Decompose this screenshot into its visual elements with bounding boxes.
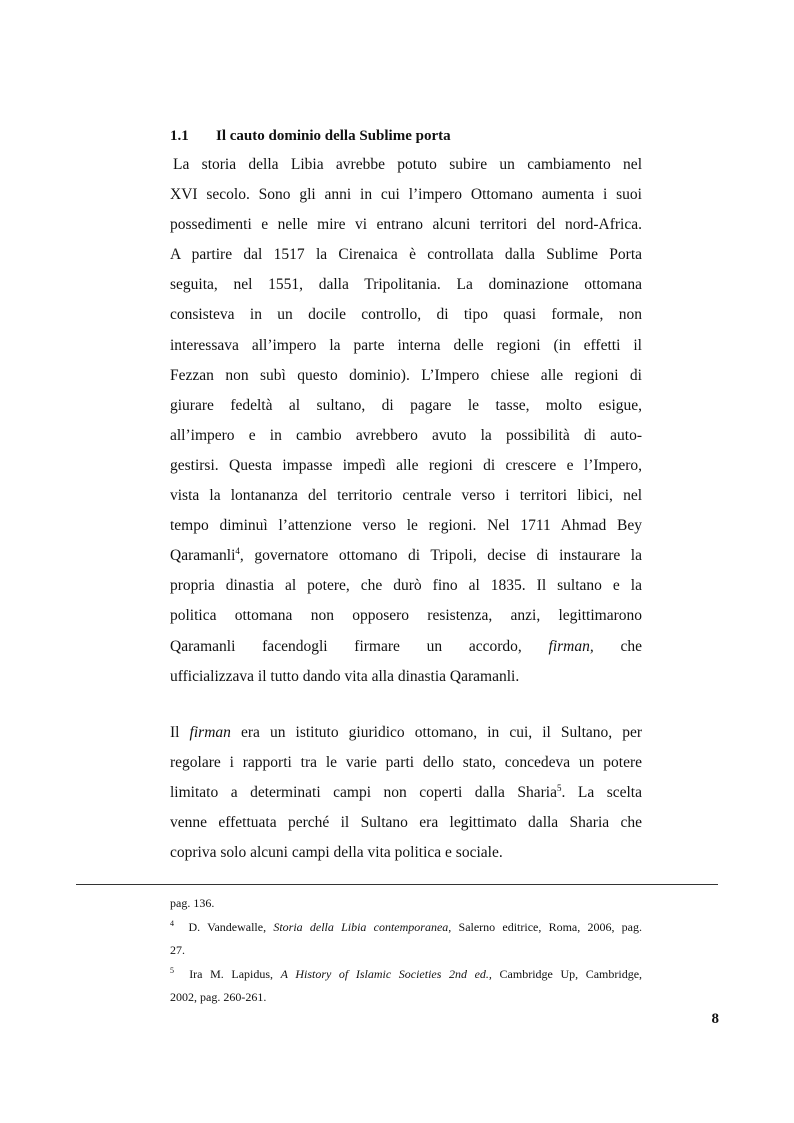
text-line: vista la lontananza del territorio centrale verso i territori libici, nel	[170, 487, 642, 505]
footnote-continuation: pag. 136.	[170, 896, 215, 910]
italic-term: firman	[189, 724, 231, 741]
text-line: gestirsi. Questa impasse impedì alle regioni di crescere e l’Impero,	[170, 456, 642, 474]
section-heading	[170, 126, 451, 146]
text-line: giurare fedeltà al sultano, di pagare le tasse, molto esigue,	[170, 396, 642, 414]
section-number: 1.1	[170, 128, 189, 144]
text-run: era un istituto giuridico ottomano, in cui, il Sultano, per	[240, 724, 642, 741]
body-paragraph-2	[170, 718, 642, 868]
text-line	[170, 541, 642, 571]
text-line: consisteva in un docile controllo, di tipo quasi formale, non	[170, 306, 642, 324]
footnote-text: D. Vandewalle,	[188, 919, 267, 934]
text-line: La storia della Libia avrebbe potuto subire un cambiamento nel	[173, 156, 642, 173]
section-title: Il cauto dominio della Sublime porta	[216, 128, 451, 144]
text-line: XVI secolo. Sono gli anni in cui l’impero Ottomano aumenta i suoi	[170, 186, 642, 204]
text-line: tempo diminuì l’attenzione verso le regioni. Nel 1711 Ahmad Bey	[170, 517, 642, 535]
text-line: politica ottomana non opposero resistenza, anzi, legittimarono	[170, 607, 642, 625]
text-line: all’impero e in cambio avrebbero avuto la possibilità di auto-	[170, 426, 642, 444]
footnote-5	[170, 963, 642, 987]
footnote-divider	[76, 884, 718, 885]
text-line: A partire dal 1517 la Cirenaica è controllata dalla Sublime Porta	[170, 246, 642, 264]
text-line: ufficializzava il tutto dando vita alla dinastia Qaramanli.	[170, 667, 520, 685]
text-line: seguita, nel 1551, dalla Tripolitania. La dominazione ottomana	[170, 276, 642, 294]
footnote-marker: 4	[170, 918, 174, 928]
footnotes	[170, 892, 642, 1010]
text-run: limitato a determinati campi non coperti dalla Sharia	[170, 784, 557, 802]
footnote-ref-5[interactable]: 5	[557, 783, 562, 794]
italic-term: firman,	[548, 637, 594, 655]
text-line: venne effettuata perché il Sultano era legittimato dalla Sharia che	[170, 814, 642, 832]
text-line: regolare i rapporti tra le varie parti dello stato, concedeva un potere	[170, 754, 642, 772]
text-run: . La scelta	[561, 784, 642, 802]
page-number: 8	[711, 1011, 719, 1027]
text-line: possedimenti e nelle mire vi entrano alcuni territori del nord-Africa.	[170, 216, 642, 234]
footnote-ref-4[interactable]: 4	[235, 546, 240, 557]
text-run: Il	[170, 724, 180, 741]
text-line	[170, 778, 642, 808]
text-run: Qaramanli facendogli firmare un accordo,	[170, 637, 522, 655]
footnote-title: A History of Islamic Societies 2nd ed.,	[280, 966, 492, 981]
footnote-4	[170, 916, 642, 940]
text-run: che	[620, 637, 642, 655]
text-line: copriva solo alcuni campi della vita politica e sociale.	[170, 844, 503, 862]
text-run: Qaramanli	[170, 547, 236, 565]
footnote-marker: 5	[170, 965, 174, 975]
footnote-4-continuation: 27.	[170, 943, 185, 958]
text-line: interessava all’impero la parte interna delle regioni (in effetti il	[170, 336, 642, 354]
footnote-text: Cambridge Up, Cambridge,	[499, 966, 643, 981]
footnote-5-continuation: 2002, pag. 260-261.	[170, 990, 267, 1005]
text-line	[170, 632, 642, 662]
body-paragraph-1	[170, 150, 642, 692]
text-line	[170, 718, 642, 748]
text-line: Fezzan non subì questo dominio). L’Impero chiese alle regioni di	[170, 366, 642, 384]
text-run: , governatore ottomano di Tripoli, decise di instaurare la	[239, 547, 642, 565]
footnote-text: , Salerno editrice, Roma, 2006, pag.	[448, 919, 643, 934]
footnote-title: Storia della Libia contemporanea	[273, 919, 449, 934]
footnote-text: Ira M. Lapidus,	[189, 966, 274, 981]
text-line: propria dinastia al potere, che durò fino al 1835. Il sultano e la	[170, 577, 642, 595]
